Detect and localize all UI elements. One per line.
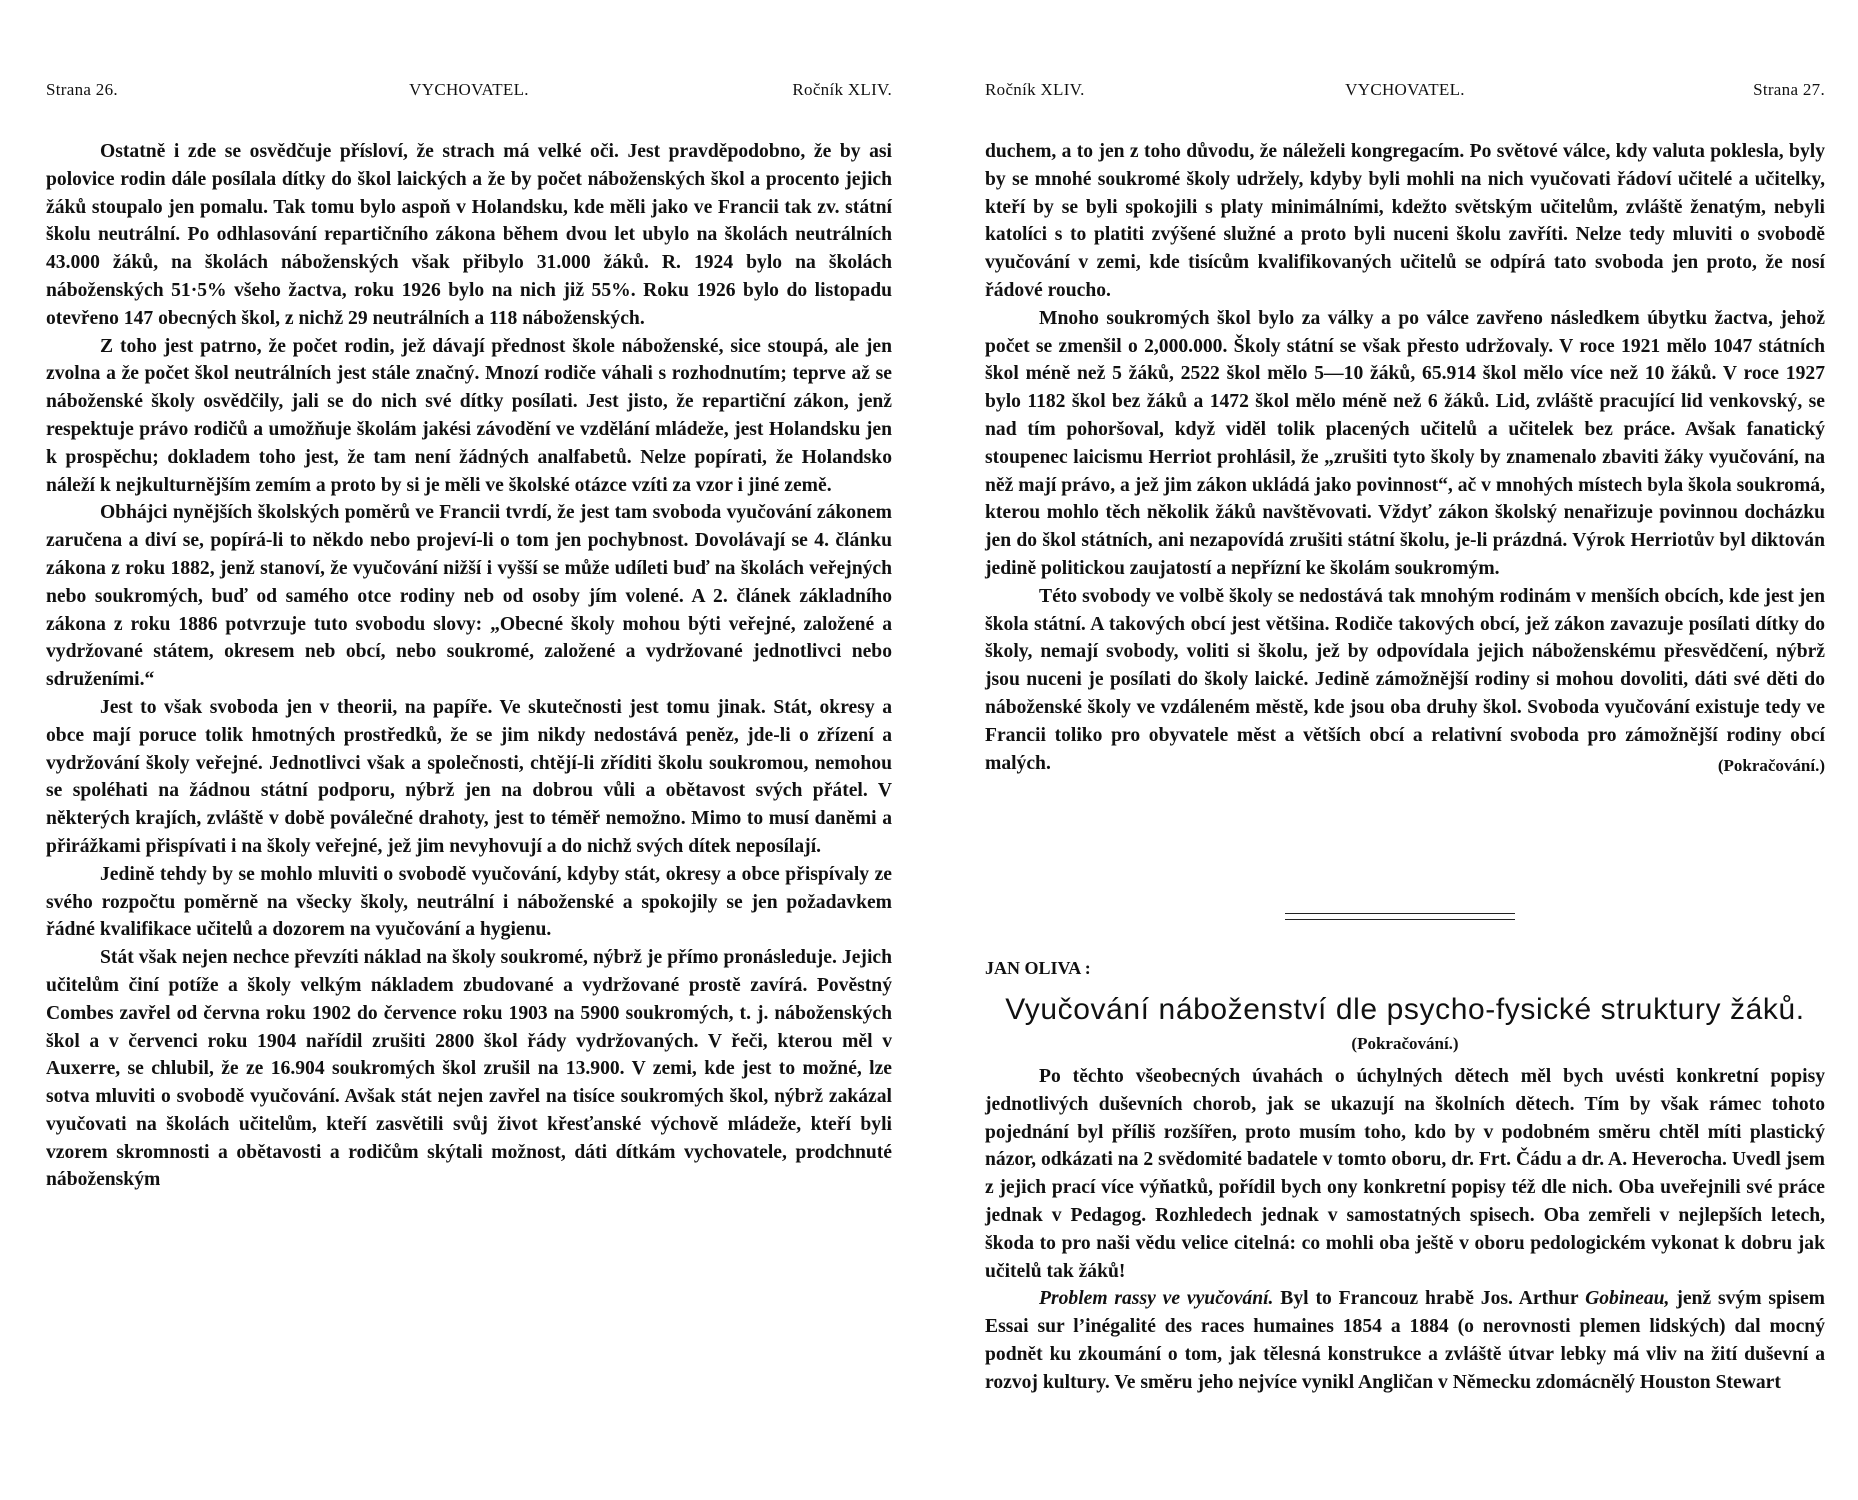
left-paragraph-1: Ostatně i zde se osvědčuje přísloví, že strach má velké oči. Jest pravděpodobno, že by asi polovice rodin dále posílala dítky do škol laických a že by počet náboženských škol a procento jejich žáků stoupalo jen pomalu. Tak tomu bylo aspoň v Holandsku, kde měli jako ve Francii tak zv. státní školu neutrální. Po odhlasování repartičního zákona během dvou let ubylo na školách neutrálních 43.000 žáků, na školách náboženských však přibylo 31.000 žáků. R. 1924 bylo na školách náboženských 51·5% všeho žactva, roku 1926 bylo na nich již 55%. Roku 1926 bylo do listopadu otevřeno 147 obecných škol, z nichž 29 neutrálních a 118 náboženských. <box>46 141 892 329</box>
left-journal-title: VYCHOVATEL. <box>409 80 529 99</box>
article-body <box>985 1063 1825 1397</box>
right-journal-title: VYCHOVATEL. <box>1345 80 1465 99</box>
article-p2-text-2: jenž svým spisem Essai sur l’inégalité des races humaines 1854 a 1884 (o nerovnosti plemen lidských) dal mocný podnět ku zkoumání o tom, jak tělesná konstrukce a zvláště útvar lebky má vliv na žití duševní a rozvoj kultury. Ve směru jeho nejvíce vynikl Angličan v Německu zdomácnělý Houston Stewart <box>985 1288 1825 1393</box>
article-p2-text-1: Byl to Francouz hrabě Jos. Arthur <box>1273 1288 1586 1310</box>
article-p2-italic-1: Problem rassy ve vyučování. <box>1039 1288 1274 1310</box>
article-subtitle: (Pokračování.) <box>1351 1034 1459 1053</box>
left-page-number: Strana 26. <box>46 80 118 99</box>
divider-line-1 <box>1285 913 1515 914</box>
right-paragraph-3-text: Této svobody ve volbě školy se nedostává tak mnohým rodinám v menších obcích, kde jest jen škola státní. A takových obcí jest většina. Rodiče takových obcí, jež zákon zavazuje posílati dítky do školy, nemají svobody, voliti si školu, jež by odpovídala jejich náboženskému přesvědčení, nýbrž jsou nuceni je posílati do školy laické. Jedině zámožnější rodiny si mohou dovoliti, dáti své děti do náboženské školy ve vzdáleném městě, kde jsou oba druhy škol. Svoboda vyučování existuje tedy ve Francii toliko pro obyvatele měst a větších obcí a relativní svoboda pro zámožnější rodiny obcí malých. <box>985 585 1825 774</box>
right-paragraph-1: duchem, a to jen z toho důvodu, že náleželi kongregacím. Po světové válce, kdy valuta poklesla, byly by se mnohé soukromé školy udržely, kdyby byli mohli na nich vyučovati řádoví učitelé a učitelky, kteří by se byli spokojili s platy minimálními, kdežto světským učitelům, zvláště ženatým, nebyli katolíci s to platiti zvýšené služné a proto byli nuceni školu zavříti. Nelze tedy mluviti o svobodě vyučování v zemi, kde tisícům kvalifikovaných učitelů se odpírá tato svoboda jen proto, že nosí řádové roucho. <box>985 141 1825 301</box>
left-page <box>46 0 892 1500</box>
right-page-number: Strana 27. <box>1753 80 1825 99</box>
right-paragraph-3 <box>985 583 1825 778</box>
continued-note: (Pokračování.) <box>1717 755 1825 775</box>
article-title: Vyučování náboženství dle psycho-fysické struktury žáků. <box>1005 993 1805 1026</box>
left-body-text <box>46 138 892 1194</box>
right-paragraph-2: Mnoho soukromých škol bylo za války a po válce zavřeno následkem úbytku žactva, jehož počet se zmenšil o 2,000.000. Školy státní se však přesto udržovaly. V roce 1921 mělo 1047 státních škol méně než 5 žáků, 2522 škol mělo 5—10 žáků, 65.914 škol mělo více než 10 žáků. V roce 1927 bylo 1182 škol bez žáků a 1472 škol mělo méně než 6 žáků. Lid, zvláště pracující lid venkovský, se nad tím pohoršoval, když viděl tolik placených učitelů a učitelek bez práce. Avšak fanatický stoupenec laicismu Herriot prohlásil, že „zrušiti tyto školy by znamenalo zbaviti žáky vyučování, na něž mají právo, a jež jim zákon ukládá jako povinnost“, ač v mnohých místech byla škola soukromá, kterou mohlo těch několik žáků navštěvovati. Vždyť zákon školský nenařizuje povinnou docházku jen do škol státních, ani nezapovídá zrušiti státní školu, je-li prázdná. Výrok Herriotův byl diktován jedině politickou zaujatostí a nepřízní ke školám soukromým. <box>985 307 1825 579</box>
right-body-text <box>985 138 1825 779</box>
left-volume: Ročník XLIV. <box>792 80 892 99</box>
article-paragraph-1: Po těchto všeobecných úvahách o úchylných dětech měl bych uvésti konkretní popisy jednotlivých duševních chorob, jak se ukazují na školních dětech. Tím by však rámec tohoto pojednání byl příliš rozšířen, proto musím toho, kdo by v podobném směru chtěl míti plastický názor, odkázati na 2 svědomité badatele v tomto oboru, dr. Frt. Čádu a dr. A. Heverocha. Uvedl jsem z jejich prací více výňatků, pořídil bych ony konkretní popisy též dle nich. Oba uveřejnili své práce jednak v Pedagog. Rozhledech jednak v samostatných spisech. Oba zemřeli v nejlepších letech, škoda to pro naši vědu velice citelná: co mohli oba ještě v oboru pedologickém vykonat k dobru jak učitelů tak žáků! <box>985 1066 1825 1282</box>
article-p2-italic-2: Gobineau, <box>1585 1288 1670 1310</box>
left-paragraph-2: Z toho jest patrno, že počet rodin, jež dávají přednost škole náboženské, sice stoupá, ale jen zvolna a že počet škol neutrálních jest stále značný. Mnozí rodiče váhali s rozhodnutím; teprve až se náboženské školy osvědčily, jali se do nich své dítky posílati. Jest jisto, že repartiční zákon, jenž respektuje právo rodičů a umožňuje školám jakési závodění ve vzdělání mládeže, jest Holandsku jen k prospěchu; dokladem toho jest, že tam není žádných analfabetů. Nelze popírati, že Holandsko náleží k nejkulturnějším zemím a proto by si je měli ve školské otázce vzíti za vzor i jiné země. <box>46 335 892 496</box>
divider-line-2 <box>1285 919 1515 920</box>
left-paragraph-4: Jest to však svoboda jen v theorii, na papíře. Ve skutečnosti jest tomu jinak. Stát, okresy a obce mají poruce tolik hmotných prostředků, že se jim nikdy nedostává peněz, jde-li o zřízení a vydržování školy veřejné. Jednotlivci však a společnosti, chtějí-li zříditi školu soukromou, nemohou se spoléhati na žádnou státní podporu, nýbrž jen na dobrou vůli a obětavost svých přátel. V některých krajích, zvláště v době poválečné drahoty, jest to téměř nemožno. Mimo to musí daněmi a přirážkami přispívati i na školy veřejné, jež jim nevyhovují a do nichž svých dítek neposílají. <box>46 696 892 857</box>
left-running-head <box>46 80 892 104</box>
left-paragraph-3: Obhájci nynějších školských poměrů ve Francii tvrdí, že jest tam svoboda vyučování zákonem zaručena a diví se, popírá-li to někdo nebo projeví-li o tom jen pochybnost. Dovolávají se 4. článku zákona z roku 1882, jenž stanoví, že vyučování nižší i vyšší se může udíleti buď na školách veřejných nebo soukromých, buď od samého otce rodiny neb od osoby jím volené. A 2. článek základního zákona z roku 1886 potvrzuje tuto svobodu slovy: „Obecné školy mohou býti veřejné, založené a vydržované státem, okresem neb obcí, nebo soukromé, založené a vydržované jednotlivci nebo sdruženími.“ <box>46 502 892 691</box>
right-volume: Ročník XLIV. <box>985 80 1085 99</box>
left-paragraph-6: Stát však nejen nechce převzíti náklad na školy soukromé, nýbrž je přímo pronásleduje. Jejich učitelům činí potíže a školy velkým nákladem zbudované a vydržované prostě zavírá. Pověstný Combes zavřel od června roku 1902 do července roku 1903 na 5900 soukromých, t. j. náboženských škol a v červenci roku 1904 nařídil zrušiti 2800 škol řády vydržovaných. V řeči, kterou měl v Auxerre, se chlubil, že ze 16.904 soukromých škol zrušil na 13.900. V zemi, kde jest to možné, lze sotva mluviti o svobodě vyučování. Avšak stát nejen zavřel na tisíce soukromých škol, nýbrž zakázal vyučovati na školách učitelům, kteří zasvětili svůj život křesťanské výchově mládeže, kteří byli vzorem skromnosti a obětavosti a rodičům skýtali možnost, dáti dítkám vychovatele, prodchnuté náboženským <box>46 947 892 1191</box>
left-paragraph-5: Jedině tehdy by se mohlo mluviti o svobodě vyučování, kdyby stát, okresy a obce přispívaly ze svého rozpočtu poměrně na všecky školy, neutrální i náboženské a spokojily se jen požadavkem řádné kvalifikace učitelů a dozorem na vyučování a hygienu. <box>46 863 892 941</box>
right-page <box>985 0 1825 1500</box>
article-paragraph-2 <box>985 1285 1825 1396</box>
article-author: JAN OLIVA : <box>985 958 1091 978</box>
section-divider <box>1285 913 1515 925</box>
right-running-head <box>985 80 1825 104</box>
